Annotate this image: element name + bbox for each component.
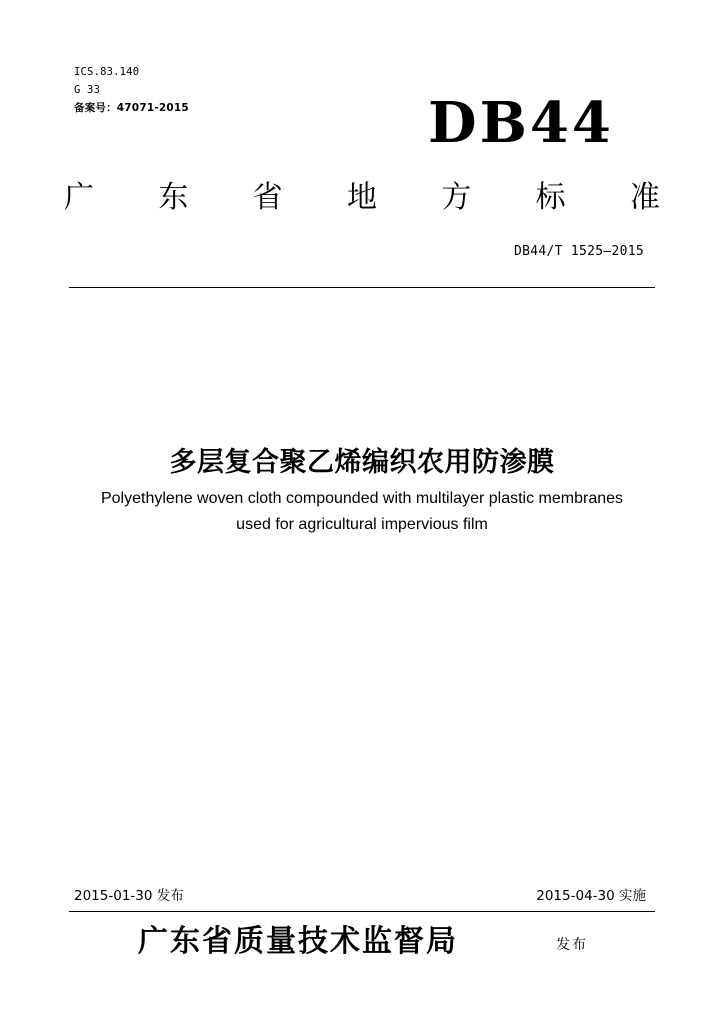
top-divider [69, 287, 655, 288]
standard-type-char: 标 [535, 180, 566, 215]
standard-number: DB44/T 1525—2015 [513, 244, 644, 259]
ccs-code: G 33 [74, 84, 101, 96]
document-metadata [74, 63, 189, 117]
standard-type-char: 省 [252, 180, 283, 215]
standard-type-char: 准 [629, 180, 660, 215]
db44-logo: DB44 [428, 90, 614, 156]
title-chinese: 多层复合聚乙烯编织农用防渗膜 [169, 447, 555, 478]
issue-date: 2015-01-30 发布 [74, 888, 184, 904]
filing-number: 备案号：47071-2015 [74, 102, 189, 114]
standard-type-char: 方 [441, 180, 472, 215]
standard-type-char: 广 [64, 180, 94, 215]
bottom-divider [69, 911, 655, 912]
title-english [0, 486, 724, 538]
title-english-line-1: Polyethylene woven cloth compounded with multilayer plastic membranes [100, 490, 624, 507]
ics-code: ICS.83.140 [74, 66, 140, 78]
standard-type-heading [64, 170, 660, 218]
standard-type-char: 地 [346, 180, 377, 215]
implementation-date: 2015-04-30 实施 [536, 888, 646, 904]
publish-label: 发布 [556, 937, 588, 953]
publisher-name: 广东省质量技术监督局 [138, 924, 458, 959]
title-english-line-2: used for agricultural impervious film [236, 516, 488, 533]
standard-type-char: 东 [158, 180, 189, 215]
